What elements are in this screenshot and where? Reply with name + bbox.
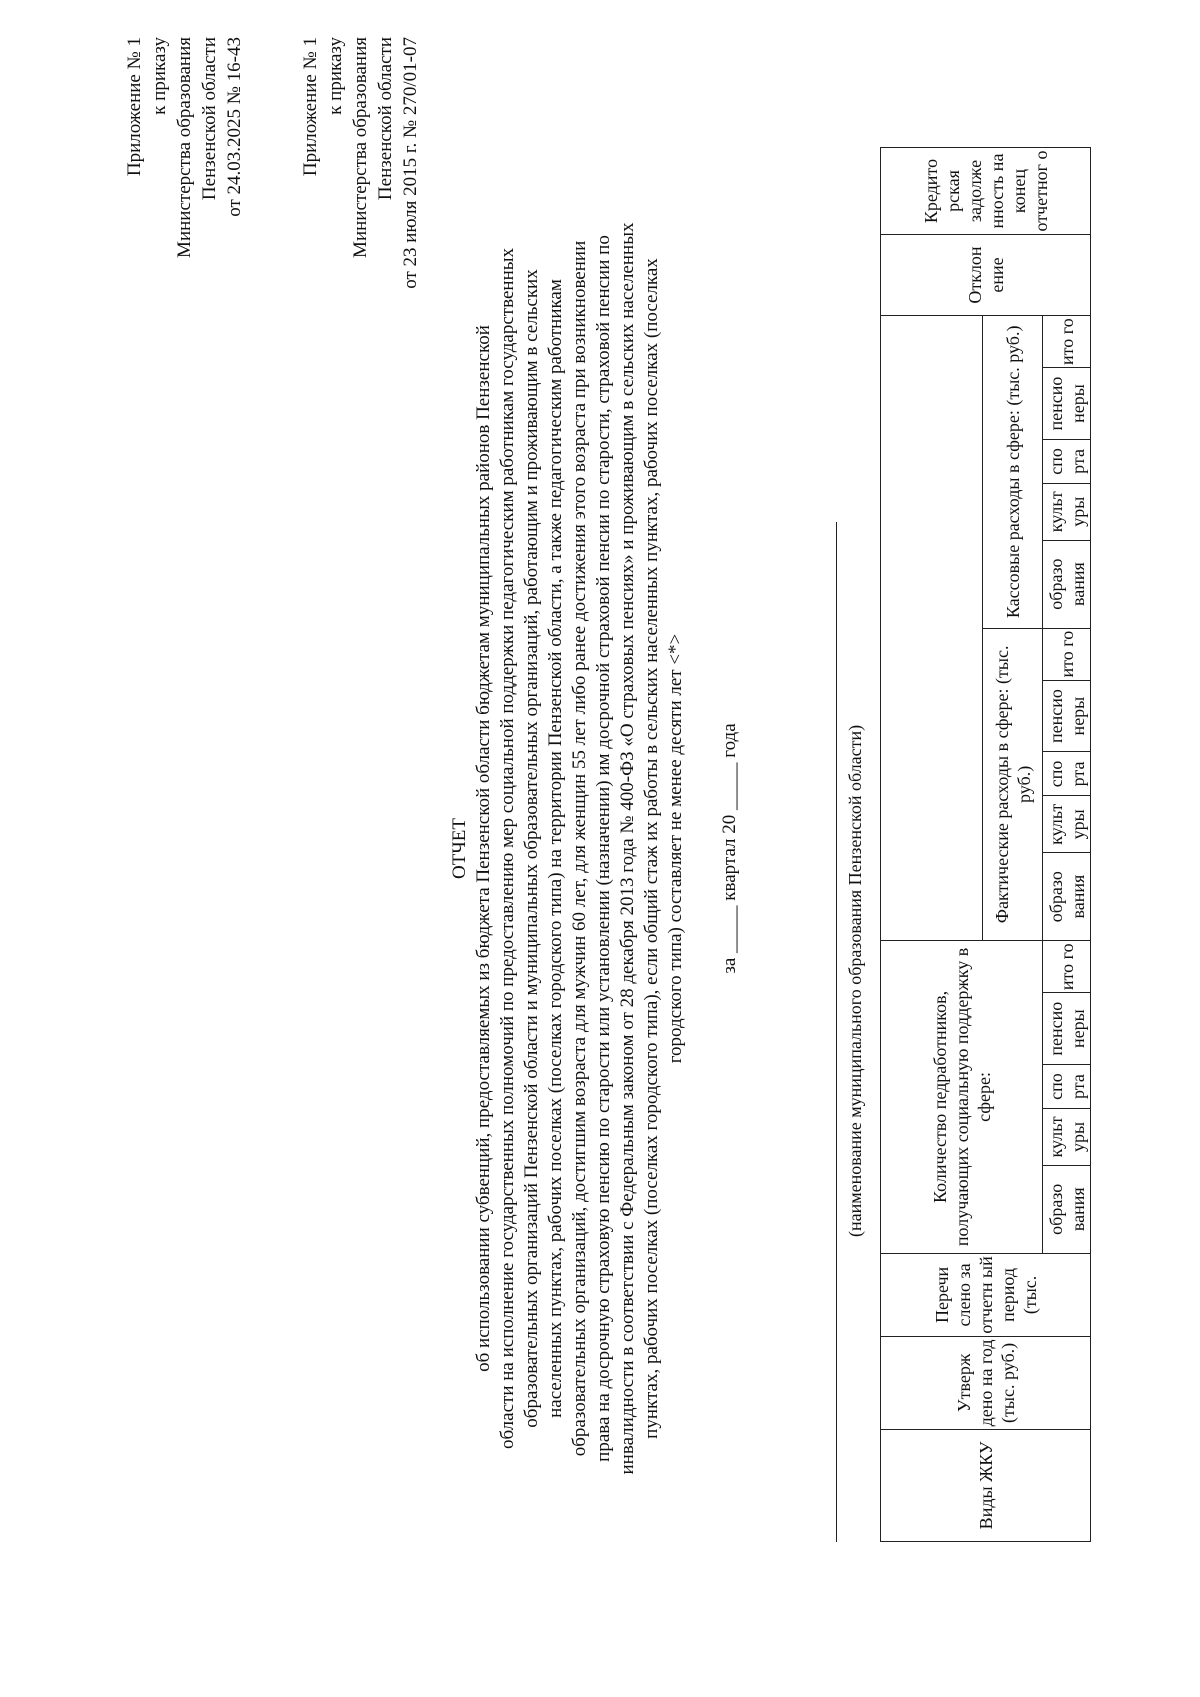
appendix-line: Министерства образования — [350, 37, 371, 258]
appendix-line: Министерства образования — [174, 37, 195, 258]
appendix-current — [122, 37, 247, 317]
report-line: области на исполнение государственных полномочий по предоставлению мер социальной поддержки педагогическим работникам государственных — [497, 247, 518, 1450]
org-name-caption: (наименование муниципального образования Пензенской области) — [845, 724, 865, 1237]
subheader-pensioners: пенсио неры — [1043, 368, 1091, 440]
header-creditor: Кредито рская задолже нность на конец отчетног о — [881, 148, 1091, 235]
appendix-original — [298, 37, 423, 437]
report-table — [880, 147, 1091, 1542]
appendix-line: Пензенской области — [199, 37, 220, 201]
subheader-sport: спо рта — [1043, 1065, 1091, 1109]
report-line: образовательных организаций, достигшим возраста для мужчин 60 лет, для женщин 55 лет либо ранее достижения этого возраста при возникновении — [569, 240, 590, 1457]
header-types: Виды ЖКУ — [881, 1429, 1091, 1541]
subheader-total: ито го — [1043, 941, 1091, 993]
subheader-sport: спо рта — [1043, 439, 1091, 483]
subheader-education: образо вания — [1043, 853, 1091, 941]
org-name-underline — [836, 522, 837, 1542]
subheader-education: образо вания — [1043, 540, 1091, 628]
subheader-sport: спо рта — [1043, 752, 1091, 796]
report-heading: ОТЧЕТ — [449, 818, 470, 879]
subheader-pensioners: пенсио неры — [1043, 680, 1091, 752]
report-line: права на досрочную страховую пенсию по старости или установлении (назначении) им досрочной страховой пенсии по старости, страховой пенсии по — [593, 235, 614, 1462]
appendix-line: от 23 июля 2015 г. № 270/01-07 — [400, 37, 421, 289]
appendix-line: Приложение № 1 — [124, 37, 145, 177]
header-approved: Утверж дено на год (тыс. руб.) — [881, 1337, 1091, 1430]
subheader-total: ито го — [1043, 316, 1091, 368]
header-group-cash: Кассовые расходы в сфере: (тыс. руб.) — [983, 316, 1043, 629]
report-period: за _____ квартал 20 _____ года — [719, 723, 740, 974]
subheader-pensioners: пенсио неры — [1043, 993, 1091, 1065]
appendix-line: Приложение № 1 — [300, 37, 321, 177]
header-group-actual: Фактические расходы в сфере: (тыс. руб.) — [983, 628, 1043, 941]
report-title-block — [448, 0, 742, 1697]
appendix-line: от 24.03.2025 № 16-43 — [224, 37, 245, 217]
report-line: об использовании субвенций, предоставляемых из бюджета Пензенской области бюджетам муниципальных районов Пензенской — [473, 325, 494, 1372]
report-line: пунктах, рабочих поселках (поселках городского типа), если общий стаж их работы в сельских населенных пунктах, рабочих поселках (поселках — [641, 258, 662, 1439]
appendix-line: Пензенской области — [375, 37, 396, 201]
report-description — [472, 0, 688, 1697]
appendix-line: к приказу — [149, 37, 170, 115]
appendix-line: к приказу — [325, 37, 346, 115]
report-line: населенных пунктах, рабочих поселках (поселках городского типа) на территории Пензенской области, а также педагогическим работникам — [545, 279, 566, 1418]
header-transferred: Перечи слено за отчетн ый период (тыс. — [881, 1253, 1091, 1336]
header-group-count: Количество педработников, получающих социальную поддержку в сфере: — [881, 941, 1043, 1254]
subheader-culture: культ уры — [1043, 483, 1091, 540]
report-line: городского типа) составляет не менее десяти лет <*> — [665, 633, 686, 1064]
header-deviation: Отклон ение — [881, 235, 1091, 316]
report-line: инвалидности в соответствии с Федеральным законом от 28 декабря 2013 года № 400-ФЗ «О страховых пенсиях» и проживающим в сельских населенных — [617, 222, 638, 1475]
subheader-education: образо вания — [1043, 1165, 1091, 1253]
header-group-empty — [881, 316, 983, 941]
report-line: образовательных организаций Пензенской области и муниципальных образовательных организаций, работающим и проживающим в сельских — [521, 269, 542, 1428]
subheader-culture: культ уры — [1043, 1109, 1091, 1166]
subheader-total: ито го — [1043, 628, 1091, 680]
subheader-culture: культ уры — [1043, 796, 1091, 853]
